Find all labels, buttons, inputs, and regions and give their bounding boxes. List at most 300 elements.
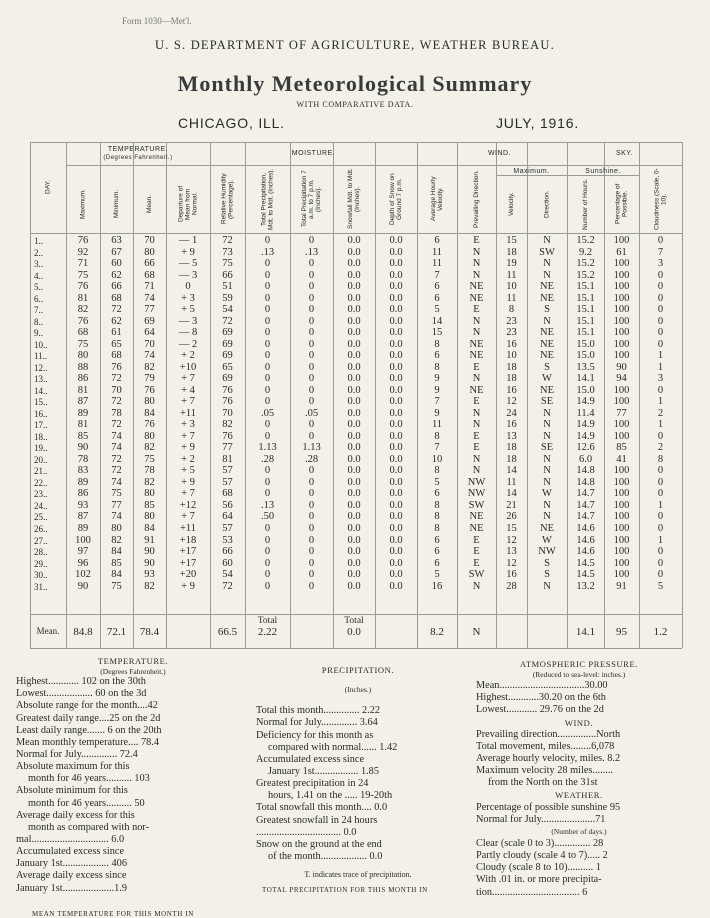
wind-summary-line: Total movement, miles........6,078 (476, 740, 615, 752)
data-cell: +10 (179, 361, 197, 373)
day-cell: 7.. (34, 305, 43, 316)
data-cell: 7 (657, 246, 664, 258)
data-cell: 1 (657, 419, 664, 431)
data-cell: 80 (111, 523, 122, 534)
column-header-7: Total Precipitation 7 a.m. to 7 p.m. (Inches). (301, 170, 322, 228)
column-header-15: Percentage of Possible. (614, 183, 629, 225)
temperature-summary-line: Normal for July.............. 72.4 (16, 748, 138, 760)
day-cell: 19.. (34, 443, 48, 454)
data-cell: 54 (222, 304, 233, 316)
data-cell: 100 (613, 419, 630, 431)
data-cell: 8 (434, 430, 440, 442)
data-cell: 13 (506, 430, 517, 442)
data-cell: 0 (308, 569, 315, 581)
precipitation-summary-line: Snow on the ground at the end (256, 838, 382, 850)
column-header-6: Total Precipitation, Mdt. to Mdt. (Inches). (260, 168, 275, 230)
data-cell: 75 (77, 338, 89, 350)
mean-total-snow: 0.0 (347, 626, 361, 638)
data-cell: 78 (144, 465, 155, 477)
data-cell: 100 (613, 315, 630, 327)
data-cell: NE (469, 350, 484, 362)
data-cell: 10 (431, 453, 443, 465)
data-cell: 0 (657, 235, 664, 246)
data-cell: 90 (616, 361, 627, 373)
data-cell: 0.0 (389, 488, 403, 500)
data-cell: 0 (264, 292, 271, 304)
day-cell: 8.. (34, 316, 43, 327)
data-cell: 68 (111, 292, 122, 304)
data-cell: N (472, 327, 481, 339)
data-cell: 0 (657, 292, 664, 304)
data-cell: 15.1 (576, 327, 595, 339)
wind-maximum-subgroup: Maximum. (513, 168, 550, 175)
data-cell: 5 (657, 580, 664, 592)
data-cell: 93 (77, 499, 89, 511)
data-cell: 19 (506, 258, 517, 270)
data-cell: 14.9 (576, 419, 595, 431)
data-cell: +12 (179, 499, 197, 511)
day-cell: 31.. (34, 581, 48, 592)
data-cell: 6.0 (578, 453, 593, 465)
temperature-summary-line: January 1st.................. 406 (16, 858, 127, 870)
data-cell: N (472, 580, 481, 592)
data-cell: 0 (264, 350, 271, 362)
data-cell: — 3 (178, 269, 198, 281)
data-cell: E (473, 396, 480, 408)
data-cell: 0 (657, 546, 664, 558)
data-cell: 89 (77, 407, 89, 419)
precipitation-summary-line: of the month.................. 0.0 (268, 850, 383, 862)
data-cell: 90 (144, 557, 155, 569)
data-cell: NE (469, 523, 484, 534)
data-cell: N (472, 269, 481, 281)
weather-days-line: Clear (scale 0 to 3).............. 28 (476, 837, 604, 849)
data-cell: 15 (506, 523, 517, 534)
data-cell: 91 (616, 580, 627, 592)
day-cell: 30.. (34, 570, 48, 581)
data-cell: NE (469, 338, 484, 350)
data-cell: + 9 (181, 442, 195, 454)
data-cell: 79 (144, 373, 155, 385)
data-cell: 0.0 (389, 361, 403, 373)
data-cell: 86 (77, 373, 89, 385)
data-cell: 91 (144, 534, 155, 546)
data-cell: 15.0 (576, 350, 595, 362)
data-cell: 15 (431, 327, 443, 339)
data-cell: +17 (179, 546, 197, 558)
sky-group-rule (567, 165, 682, 166)
data-cell: 9 (434, 373, 440, 385)
data-cell: 94 (616, 373, 627, 385)
data-cell: 6 (434, 292, 440, 304)
data-cell: 14.7 (576, 499, 595, 511)
column-header-9: Depth of Snow on Ground 7 p.m. (389, 173, 403, 225)
data-cell: 0 (308, 304, 315, 316)
data-cell: 54 (222, 569, 233, 581)
data-cell: 0.0 (389, 557, 403, 569)
data-cell: 86 (77, 488, 89, 500)
data-cell: N (472, 315, 481, 327)
data-cell: 0.0 (389, 338, 403, 350)
data-cell: NW (467, 476, 486, 488)
data-cell: 0.0 (389, 396, 403, 408)
data-cell: 57 (222, 523, 233, 534)
data-cell: 13 (506, 546, 517, 558)
data-cell: 81 (77, 419, 89, 431)
mean-sun_pct: 95 (616, 626, 627, 638)
data-cell: 1.13 (258, 442, 277, 454)
data-cell: NE (540, 523, 554, 534)
pressure-summary-line: Highest............30.20 on the 6th (476, 692, 606, 704)
data-cell: 80 (144, 396, 155, 408)
mean-sun_hours: 14.1 (575, 626, 596, 638)
data-cell: 0 (264, 396, 271, 408)
precipitation-summary-line: Greatest snowfall in 24 hours (256, 814, 378, 826)
data-cell: 10 (506, 350, 517, 362)
data-cell: 89 (77, 476, 89, 488)
data-cell: 0.0 (389, 292, 403, 304)
data-cell: 76 (111, 361, 122, 373)
precipitation-summary-line: Accumulated excess since (256, 753, 365, 765)
data-cell: 8 (434, 511, 440, 523)
temperature-summary-line: Lowest.................. 60 on the 3d (16, 688, 147, 700)
data-cell: 15.2 (576, 235, 595, 246)
precipitation-summary-subheading: (Inches.) (344, 685, 372, 695)
data-cell: 21 (506, 499, 517, 511)
data-cell: 0 (308, 235, 315, 246)
weather-days-line: Cloudy (scale 8 to 10).......... 1 (476, 862, 601, 874)
mean-mean: 78.4 (139, 626, 160, 638)
precipitation-summary-line: compared with normal...... 1.42 (268, 741, 398, 753)
data-cell: 18 (506, 373, 517, 385)
data-cell: 16 (506, 338, 517, 350)
data-cell: 76 (222, 384, 233, 396)
data-cell: NE (540, 384, 554, 396)
data-cell: 0 (308, 419, 315, 431)
temperature-summary-line: Absolute range for the month....42 (16, 700, 158, 712)
temperature-summary-line: Least daily range....... 6 on the 20th (16, 724, 162, 736)
data-cell: 60 (222, 557, 233, 569)
data-cell: 0 (657, 476, 664, 488)
data-cell: N (543, 476, 551, 488)
data-cell: 78 (77, 453, 89, 465)
data-cell: 8 (434, 338, 440, 350)
data-cell: 0 (264, 235, 271, 246)
data-cell: 0 (657, 281, 664, 293)
data-cell: 14.8 (576, 465, 595, 477)
data-cell: 74 (144, 292, 155, 304)
data-cell: 0.0 (389, 430, 403, 442)
data-cell: — 5 (178, 258, 198, 270)
data-cell: 0.0 (347, 361, 361, 373)
data-cell: 0.0 (347, 384, 361, 396)
data-cell: 53 (222, 534, 233, 546)
data-cell: 15.1 (576, 281, 595, 293)
total-precip-label: Total (257, 616, 278, 626)
data-cell: 0 (657, 488, 664, 500)
data-cell: 0 (264, 534, 271, 546)
data-cell: .50 (260, 511, 275, 523)
day-cell: 22.. (34, 477, 48, 488)
data-cell: 12.6 (576, 442, 595, 454)
data-cell: N (543, 235, 551, 246)
precipitation-summary-line: January 1st................. 1.85 (268, 765, 379, 777)
data-cell: N (472, 465, 481, 477)
data-cell: NE (540, 292, 554, 304)
data-cell: 0.0 (347, 315, 361, 327)
data-cell: 28 (506, 580, 517, 592)
data-cell: 0.0 (389, 269, 403, 281)
data-cell: 100 (613, 327, 630, 339)
data-cell: 0.0 (347, 350, 361, 362)
day-cell: 10.. (34, 339, 48, 350)
data-cell: 68 (111, 350, 122, 362)
data-cell: NE (469, 384, 484, 396)
data-cell: 74 (144, 350, 155, 362)
data-cell: 0.0 (347, 476, 361, 488)
day-cell: 18.. (34, 431, 48, 442)
data-cell: 85 (616, 442, 627, 454)
data-cell: 0 (264, 557, 271, 569)
data-cell: 100 (613, 258, 630, 270)
data-cell: 14.9 (576, 430, 595, 442)
data-cell: + 2 (181, 453, 195, 465)
data-cell: 85 (111, 557, 122, 569)
data-cell: 90 (77, 580, 89, 592)
data-cell: S (544, 304, 550, 316)
data-cell: 6 (434, 488, 440, 500)
data-cell: 5 (434, 476, 440, 488)
data-cell: 62 (111, 315, 122, 327)
data-cell: 9.2 (578, 246, 593, 258)
day-cell: 5.. (34, 282, 43, 293)
data-cell: + 5 (181, 465, 195, 477)
day-cell: 25.. (34, 512, 48, 523)
data-cell: 84 (144, 523, 155, 534)
data-cell: — 2 (178, 338, 198, 350)
precipitation-summary-line: Total snowfall this month.... 0.0 (256, 802, 388, 814)
data-cell: 100 (613, 235, 630, 246)
data-cell: N (543, 580, 551, 592)
data-cell: 63 (111, 235, 122, 246)
data-cell: 77 (144, 304, 155, 316)
temperature-summary-line: month as compared with nor- (28, 821, 150, 833)
temperature-summary-line: mal.............................. 6.0 (16, 833, 125, 845)
data-cell: 97 (77, 546, 89, 558)
data-cell: 0 (308, 465, 315, 477)
data-cell: 87 (77, 511, 89, 523)
data-cell: 80 (144, 488, 155, 500)
page-title: Monthly Meteorological Summary (177, 71, 533, 96)
data-cell: 14 (506, 465, 517, 477)
data-cell: 74 (111, 511, 122, 523)
data-cell: 90 (144, 546, 155, 558)
data-cell: 66 (222, 546, 233, 558)
data-cell: 0 (264, 546, 271, 558)
data-cell: N (472, 373, 481, 385)
data-cell: N (543, 315, 551, 327)
day-cell: 2.. (34, 247, 43, 258)
temperature-summary-line: Average daily excess for this (16, 809, 135, 821)
data-cell: 6 (434, 557, 440, 569)
data-cell: 0 (264, 269, 271, 281)
data-cell: 70 (111, 384, 122, 396)
data-cell: 84 (111, 569, 122, 581)
data-cell: 16 (506, 384, 517, 396)
data-cell: E (473, 442, 480, 454)
column-header-11: Prevailing Direction. (473, 170, 480, 228)
data-cell: 0 (308, 292, 315, 304)
data-cell: 70 (144, 338, 155, 350)
data-cell: 81 (222, 453, 233, 465)
data-cell: 0 (657, 465, 664, 477)
data-cell: 0.0 (389, 315, 403, 327)
data-cell: 84 (144, 407, 155, 419)
data-cell: 14.6 (576, 534, 595, 546)
data-cell: 76 (77, 315, 89, 327)
moisture-group-heading: MOISTURE. (291, 150, 336, 157)
day-cell: 20.. (34, 454, 48, 465)
data-cell: 67 (111, 246, 122, 258)
sunshine-subgroup: Sunshine. (585, 168, 621, 175)
column-header-2: Minimum. (113, 189, 120, 219)
data-cell: 15.0 (576, 384, 595, 396)
data-cell: 11 (431, 246, 443, 258)
data-cell: 82 (144, 580, 155, 592)
data-cell: 65 (222, 361, 233, 373)
pressure-summary-line: Mean.................................30.00 (476, 680, 608, 692)
precipitation-summary-line: Greatest precipitation in 24 (256, 778, 369, 790)
data-cell: 66 (222, 269, 233, 281)
data-cell: 11 (506, 476, 517, 488)
data-cell: 0 (264, 304, 271, 316)
data-cell: 0 (308, 499, 315, 511)
day-cell: 12.. (34, 362, 48, 373)
data-cell: 15.1 (576, 315, 595, 327)
data-cell: 0.0 (389, 580, 403, 592)
data-cell: N (543, 269, 551, 281)
data-cell: 0.0 (389, 569, 403, 581)
data-cell: NE (469, 281, 484, 293)
data-cell: W (542, 488, 552, 500)
data-cell: 0 (308, 546, 315, 558)
data-cell: 0 (308, 269, 315, 281)
data-cell: 70 (144, 235, 155, 246)
precipitation-summary-line: ................................. 0.0 (256, 826, 357, 838)
data-cell: 0.0 (347, 292, 361, 304)
day-cell: 6.. (34, 293, 43, 304)
data-cell: 0.0 (389, 419, 403, 431)
data-cell: 100 (613, 430, 630, 442)
data-cell: 100 (613, 292, 630, 304)
data-cell: 0 (657, 384, 664, 396)
totals-rule (30, 614, 682, 615)
data-cell: 14.8 (576, 476, 595, 488)
data-cell: 75 (111, 580, 122, 592)
data-cell: 1.13 (302, 442, 321, 454)
data-cell: 100 (613, 511, 630, 523)
data-cell: 0.0 (389, 511, 403, 523)
data-cell: 100 (613, 499, 630, 511)
data-cell: 0.0 (347, 281, 361, 293)
data-cell: 60 (111, 258, 122, 270)
data-cell: 0 (264, 419, 271, 431)
data-cell: 23 (506, 315, 517, 327)
data-cell: 72 (222, 580, 233, 592)
data-cell: 0 (264, 327, 271, 339)
precipitation-summary-line: Normal for July.............. 3.64 (256, 717, 378, 729)
data-cell: 8 (434, 523, 440, 534)
data-cell: 0.0 (347, 442, 361, 454)
data-cell: 66 (144, 258, 155, 270)
data-cell: 0.0 (347, 246, 361, 258)
header-bottom-rule (30, 233, 682, 234)
temperature-summary-line: month for 46 years.......... 103 (28, 773, 150, 785)
page-subtitle: WITH COMPARATIVE DATA. (296, 100, 414, 109)
data-cell: 0 (308, 534, 315, 546)
data-cell: 93 (144, 569, 155, 581)
data-cell: 0 (657, 557, 664, 569)
data-cell: E (473, 557, 480, 569)
data-cell: + 9 (181, 246, 195, 258)
data-cell: 57 (222, 476, 233, 488)
data-cell: 0.0 (389, 327, 403, 339)
data-cell: N (543, 258, 551, 270)
data-cell: .13 (260, 499, 275, 511)
data-cell: 61 (616, 246, 627, 258)
data-cell: 66 (111, 281, 122, 293)
data-cell: 18 (506, 361, 517, 373)
data-cell: 0 (264, 476, 271, 488)
data-cell: 0 (264, 258, 271, 270)
data-cell: W (542, 373, 552, 385)
data-cell: .13 (260, 246, 275, 258)
data-cell: 0 (308, 338, 315, 350)
trace-note: T. indicates trace of precipitation. (304, 870, 412, 880)
data-cell: N (543, 511, 551, 523)
data-cell: 74 (111, 442, 122, 454)
data-cell: 0 (657, 327, 664, 339)
data-cell: .28 (260, 453, 275, 465)
data-cell: 0.0 (347, 338, 361, 350)
precipitation-summary-line: hours, 1.41 on the ..... 19-20th (268, 790, 393, 802)
wind-summary-line: Prevailing direction...............North (476, 728, 621, 740)
pressure-summary-heading: ATMOSPHERIC PRESSURE. (520, 659, 638, 669)
day-cell: 16.. (34, 408, 48, 419)
data-cell: 8 (434, 361, 440, 373)
data-cell: 80 (144, 511, 155, 523)
data-cell: 77 (616, 407, 627, 419)
day-cell: 26.. (34, 524, 48, 534)
data-cell: 6 (434, 546, 440, 558)
data-cell: 23 (506, 327, 517, 339)
data-cell: 6 (434, 281, 440, 293)
data-cell: 0 (308, 511, 315, 523)
data-cell: 8 (434, 499, 440, 511)
data-cell: N (543, 419, 551, 431)
data-cell: .13 (304, 246, 319, 258)
data-cell: NE (540, 327, 554, 339)
data-cell: E (473, 235, 480, 246)
precipitation-summary-line: Total this month.............. 2.22 (256, 705, 380, 717)
data-cell: 81 (77, 292, 89, 304)
data-cell: 1 (657, 499, 664, 511)
data-cell: 100 (613, 476, 630, 488)
data-cell: 0.0 (389, 523, 403, 534)
data-cell: 0.0 (389, 258, 403, 270)
pressure-summary-subheading: (Reduced to sea-level: inches.) (532, 670, 626, 680)
data-cell: NE (540, 350, 554, 362)
